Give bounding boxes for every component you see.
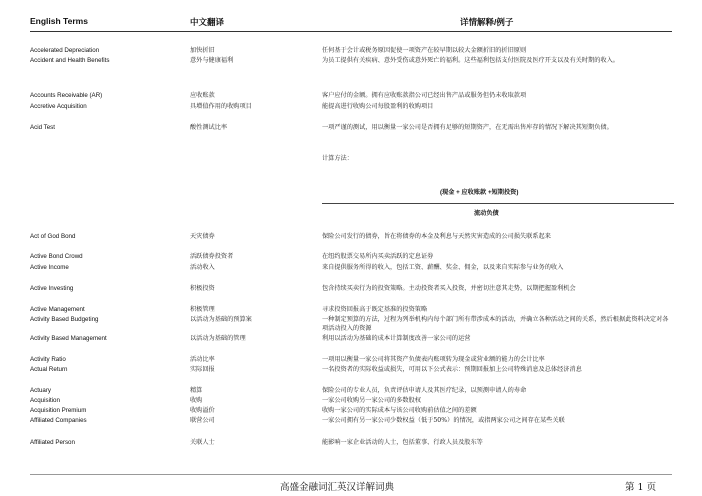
term-english: Accident and Health Benefits: [30, 57, 110, 64]
term-detail: 一家公司拥有另一家公司少数权益（低于50%）的情况，或指两家公司之间存在某些关联: [322, 417, 565, 424]
term-chinese: 以活动为基础的预算案: [190, 316, 252, 323]
term-detail: 利用以活动为基础的成本计算制度改善一家公司的运营: [322, 335, 471, 342]
term-detail: 一名投资者的实际收益或损失，可用以下公式表示：预期回报加上公司特殊消息及总体经济消息: [322, 366, 582, 373]
term-english: Affiliated Companies: [30, 417, 87, 424]
term-detail: 能影响一家企业活动的人士，包括董事、行政人员及股东等: [322, 439, 483, 446]
formula-divider: [322, 203, 674, 204]
term-chinese: 活动收入: [190, 264, 215, 271]
term-english: Active Bond Crowd: [30, 253, 83, 260]
term-detail: 计算方法：: [322, 155, 353, 162]
column-header-chinese: 中文翻译: [190, 17, 225, 27]
term-detail: 收购一家公司的实际成本与该公司收购前估值之间的差额: [322, 407, 477, 414]
term-detail: 任何基于会计或税务原因促使一项资产在较早期以较大金额折旧的折旧原则: [322, 47, 527, 54]
term-chinese: 关联人士: [190, 439, 215, 446]
term-detail: 来自提供服务所得的收入，包括工资、薪酬、奖金、佣金，以及来自实际参与业务的收入: [322, 264, 564, 271]
column-header-english: English Terms: [30, 16, 88, 26]
term-chinese: 收购溢价: [190, 407, 215, 414]
term-english: Activity Based Management: [30, 335, 107, 342]
term-english: Accretive Acquisition: [30, 103, 87, 110]
term-english: Actual Return: [30, 366, 68, 373]
term-detail: 一种制定预算的方法，过程为列举机构内每个部门所有带涉成本的活动，并确立各种活动之间的关系，然后根据此资料决定对各项活动投入的资源: [322, 316, 669, 332]
term-english: Accounts Receivable (AR): [30, 92, 103, 99]
term-english: Accelerated Depreciation: [30, 47, 100, 54]
term-chinese: 收购: [190, 397, 203, 404]
header-divider: [30, 31, 672, 32]
term-english: Active Investing: [30, 285, 74, 292]
term-chinese: 应收账款: [190, 92, 215, 99]
term-english: Acquisition Premium: [30, 407, 87, 414]
term-detail: 保险公司发行的债券，旨在将债券的本金及利息与天然灾害造成的公司损失联系起来: [322, 233, 551, 240]
footer-divider: [30, 474, 672, 475]
term-chinese: 精算: [190, 387, 203, 394]
term-english: Acid Test: [30, 124, 55, 131]
term-chinese: 天灾债券: [190, 233, 215, 240]
term-detail: 一项严谨的测试，用以衡量一家公司是否拥有足够的短期资产，在无需出售库存的情况下解决其短期负债。: [322, 124, 613, 131]
term-english: Actuary: [30, 387, 51, 394]
term-detail: 包含持续买卖行为的投资策略。主动投资者买入投资，并密切注意其走势，以期把握盈利机会: [322, 285, 576, 292]
term-chinese: 积极管理: [190, 306, 215, 313]
page-number: 第 1 页: [625, 482, 657, 493]
term-english: Affiliated Person: [30, 439, 75, 446]
term-detail: 在纽约股票交易所内买卖活跃的定息证券: [322, 253, 434, 260]
term-chinese: 酸性测试比率: [190, 124, 228, 131]
term-chinese: 意外与健康福利: [190, 57, 234, 64]
term-detail: 为员工提供有关疾病、意外受伤或意外死亡的福利。这些福利包括支付医院及医疗开支以及有关时期的收入。: [322, 57, 619, 64]
term-chinese: 具增值作用的收购项目: [190, 103, 252, 110]
term-chinese: 以活动为基础的管理: [190, 335, 246, 342]
term-english: Act of God Bond: [30, 233, 76, 240]
formula-numerator: (现金 + 应收账款 +短期投资): [440, 189, 519, 196]
term-english: Acquisition: [30, 397, 60, 404]
term-english: Active Income: [30, 264, 69, 271]
term-chinese: 积极投资: [190, 285, 215, 292]
term-chinese: 活跃债券投资者: [190, 253, 234, 260]
term-detail: 一项用以衡量一家公司将其资产负债表内账项转为现金或营业额的能力的会计比率: [322, 356, 545, 363]
term-detail: 保险公司的专业人员，负责评估申请人及其医疗纪录，以预测申请人的寿命: [322, 387, 527, 394]
term-chinese: 活动比率: [190, 356, 215, 363]
term-detail: 客户应付的金额。拥有应收账款指公司已经出售产品或服务但仍未收取款项: [322, 92, 527, 99]
term-chinese: 实际回报: [190, 366, 215, 373]
term-detail: 能提高进行收购公司每股盈利的收购项目: [322, 103, 434, 110]
term-chinese: 加快折旧: [190, 47, 215, 54]
term-english: Activity Based Budgeting: [30, 316, 99, 323]
term-english: Activity Ratio: [30, 356, 66, 363]
column-header-detail: 详情解释/例子: [460, 17, 514, 27]
term-detail: 一家公司收购另一家公司的多数股权: [322, 397, 421, 404]
term-detail: 寻求投资回报高于既定基准的投资策略: [322, 306, 428, 313]
formula-denominator: 流动负债: [474, 210, 499, 217]
term-english: Active Management: [30, 306, 85, 313]
footer-title: 高盛金融词汇英汉详解词典: [280, 482, 395, 493]
term-chinese: 联营公司: [190, 417, 215, 424]
